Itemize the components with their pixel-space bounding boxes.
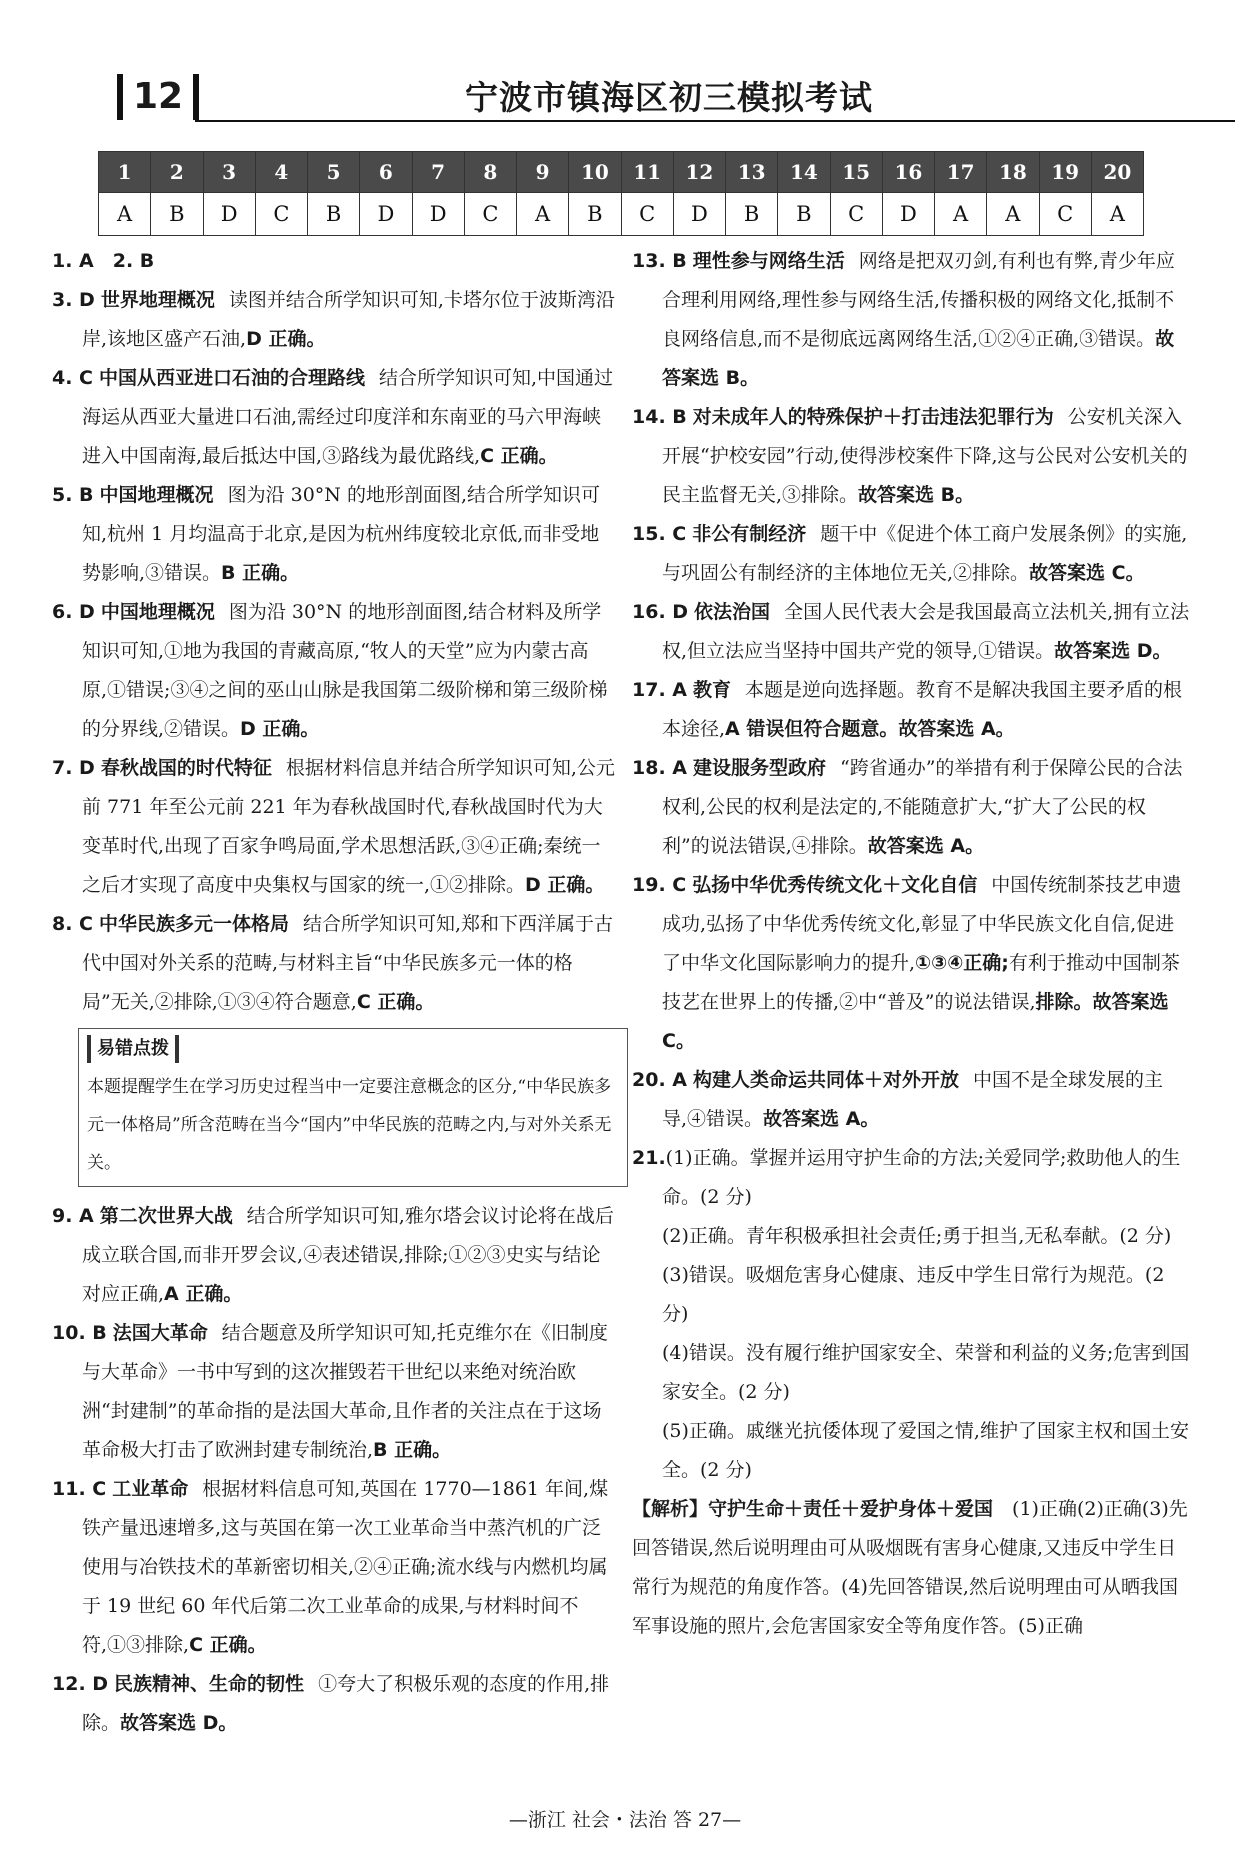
- question-number-cell: 16: [882, 152, 934, 193]
- tip-text: 本题提醒学生在学习历史过程当中一定要注意概念的区分,“中华民族多元一体格局”所含范畴在当今“国内”中华民族的范畴之内,与对外关系无关。: [87, 1077, 612, 1173]
- answer-7: 7. D 春秋战国的时代特征 根据材料信息并结合所学知识可知,公元前 771 年至公元前 221 年为春秋战国时代,春秋战国时代为大变革时代,出现了百家争鸣局面,学术思想活跃,③④正确;秦统一之后才实现了高度中央集权与国家的统一,①②排除。D 正确。: [52, 757, 615, 896]
- answer-18: 18. A 建设服务型政府 “跨省通办”的举措有利于保障公民的合法权利,公民的权利是法定的,不能随意扩大,“扩大了公民的权利”的说法错误,④排除。故答案选 A。: [632, 757, 1183, 857]
- answer-row: [99, 193, 1144, 236]
- question-number-cell: 6: [360, 152, 412, 193]
- question-number-cell: 12: [673, 152, 725, 193]
- question-number-cell: 11: [621, 152, 673, 193]
- question-number-cell: 3: [203, 152, 255, 193]
- answer-16: 16. D 依法治国 全国人民代表大会是我国最高立法机关,拥有立法权,但立法应当坚持中国共产党的领导,①错误。故答案选 D。: [632, 601, 1190, 662]
- answer-21-part-2: (2)正确。青年积极承担社会责任;勇于担当,无私奉献。(2 分): [662, 1225, 1172, 1247]
- answer-cell: C: [830, 193, 882, 236]
- answer-cell: B: [726, 193, 778, 236]
- question-number-cell: 13: [726, 152, 778, 193]
- answer-cell: B: [308, 193, 360, 236]
- answer-10: 10. B 法国大革命 结合题意及所学知识可知,托克维尔在《旧制度与大革命》一书中写到的这次摧毁若干世纪以来绝对统治欧洲“封建制”的革命指的是法国大革命,且作者的关注点在于这场革命极大打击了欧洲封建专制统治,B 正确。: [52, 1322, 608, 1461]
- question-number-cell: 18: [987, 152, 1039, 193]
- answer-9: 9. A 第二次世界大战 结合所学知识可知,雅尔塔会议讨论将在战后成立联合国,而非开罗会议,④表述错误,排除;①②③史实与结论对应正确,A 正确。: [52, 1205, 614, 1305]
- answer-21-part-4: (4)错误。没有履行维护国家安全、荣誉和利益的义务;危害到国家安全。(2 分): [662, 1342, 1190, 1403]
- answer-cell: B: [569, 193, 621, 236]
- question-number-cell: 14: [778, 152, 830, 193]
- question-number-cell: 19: [1039, 152, 1091, 193]
- answer-cell: A: [517, 193, 569, 236]
- answer-1-2: 1. A 2. B: [52, 250, 155, 272]
- answer-cell: B: [778, 193, 830, 236]
- left-column: [52, 242, 617, 1743]
- answer-cell: D: [203, 193, 255, 236]
- answer-13: 13. B 理性参与网络生活 网络是把双刃剑,有利也有弊,青少年应合理利用网络,理性参与网络生活,传播积极的网络文化,抵制不良网络信息,而不是彻底远离网络生活,①②④正确,③错误。故答案选 B。: [632, 250, 1175, 389]
- question-number-cell: 15: [830, 152, 882, 193]
- answer-21-analysis: 【解析】守护生命＋责任＋爱护身体＋爱国 (1)正确(2)正确(3)先回答错误,然后说明理由可从吸烟既有害身心健康,又违反中学生日常行为规范的角度作答。(4)先回答错误,然后说明理由可从晒我国军事设施的照片,会危害国家安全等角度作答。(5)正确: [632, 1498, 1188, 1637]
- answer-21-part-3: (3)错误。吸烟危害身心健康、违反中学生日常行为规范。(2 分): [662, 1264, 1165, 1325]
- question-number-cell: 7: [412, 152, 464, 193]
- answer-cell: B: [151, 193, 203, 236]
- question-number-cell: 4: [255, 152, 307, 193]
- answer-cell: D: [673, 193, 725, 236]
- answer-cell: C: [464, 193, 516, 236]
- answer-6: 6. D 中国地理概况 图为沿 30°N 的地形剖面图,结合材料及所学知识可知,①地为我国的青藏高原,“牧人的天堂”应为内蒙古高原,①错误;③④之间的巫山山脉是我国第二级阶梯和第三级阶梯的分界线,②错误。D 正确。: [52, 601, 608, 740]
- answer-15: 15. C 非公有制经济 题干中《促进个体工商户发展条例》的实施,与巩固公有制经济的主体地位无关,②排除。故答案选 C。: [632, 523, 1188, 584]
- answer-cell: C: [255, 193, 307, 236]
- answer-3: 3. D 世界地理概况 读图并结合所学知识可知,卡塔尔位于波斯湾沿岸,该地区盛产石油,D 正确。: [52, 289, 615, 350]
- answer-cell: C: [621, 193, 673, 236]
- question-number-cell: 2: [151, 152, 203, 193]
- answer-4: 4. C 中国从西亚进口石油的合理路线 结合所学知识可知,中国通过海运从西亚大量进口石油,需经过印度洋和东南亚的马六甲海峡进入中国南海,最后抵达中国,③路线为最优路线,C 正确。: [52, 367, 614, 467]
- answer-5: 5. B 中国地理概况 图为沿 30°N 的地形剖面图,结合所学知识可知,杭州 1 月均温高于北京,是因为杭州纬度较北京低,而非受地势影响,③错误。B 正确。: [52, 484, 600, 584]
- question-number-row: [99, 152, 1144, 193]
- answer-17: 17. A 教育 本题是逆向选择题。教育不是解决我国主要矛盾的根本途径,A 错误但符合题意。故答案选 A。: [632, 679, 1183, 740]
- page-header: [95, 62, 1145, 117]
- question-number-cell: 5: [308, 152, 360, 193]
- answer-cell: A: [935, 193, 987, 236]
- answer-cell: A: [987, 193, 1039, 236]
- answer-cell: C: [1039, 193, 1091, 236]
- header-underline: [195, 120, 1235, 122]
- question-number-cell: 1: [99, 152, 151, 193]
- answer-cell: A: [1091, 193, 1143, 236]
- answer-19: 19. C 弘扬中华优秀传统文化＋文化自信 中国传统制茶技艺申遗成功,弘扬了中华优秀传统文化,彰显了中华民族文化自信,促进了中华文化国际影响力的提升,①③④正确;有利于推动中国制茶技艺在世界上的传播,②中“普及”的说法错误,排除。故答案选 C。: [632, 874, 1182, 1052]
- answer-11: 11. C 工业革命 根据材料信息可知,英国在 1770—1861 年间,煤铁产量迅速增多,这与英国在第一次工业革命当中蒸汽机的广泛使用与冶铁技术的革新密切相关,②④正确;流水线与内燃机均属于 19 世纪 60 年代后第二次工业革命的成果,与材料时间不符,①③排除,C 正确。: [52, 1478, 609, 1656]
- question-number-cell: 17: [935, 152, 987, 193]
- question-number-cell: 9: [517, 152, 569, 193]
- answer-20: 20. A 构建人类命运共同体＋对外开放 中国不是全球发展的主导,④错误。故答案选 A。: [632, 1069, 1164, 1130]
- question-number-cell: 10: [569, 152, 621, 193]
- answer-14: 14. B 对未成年人的特殊保护＋打击违法犯罪行为 公安机关深入开展“护校安园”行动,使得涉校案件下降,这与公民对公安机关的民主监督无关,③排除。故答案选 B。: [632, 406, 1188, 506]
- tip-title: 易错点拨: [87, 1035, 179, 1063]
- answer-table: [98, 151, 1144, 236]
- right-column: [632, 242, 1192, 1646]
- answer-cell: D: [882, 193, 934, 236]
- answer-8: 8. C 中华民族多元一体格局 结合所学知识可知,郑和下西洋属于古代中国对外关系的范畴,与材料主旨“中华民族多元一体的格局”无关,②排除,①③④符合题意,C 正确。: [52, 913, 614, 1013]
- answer-12: 12. D 民族精神、生命的韧性 ①夸大了积极乐观的态度的作用,排除。故答案选 D。: [52, 1673, 610, 1734]
- answer-cell: D: [360, 193, 412, 236]
- answer-21-part-5: (5)正确。戚继光抗倭体现了爱国之情,维护了国家主权和国土安全。(2 分): [662, 1420, 1189, 1481]
- answer-cell: D: [412, 193, 464, 236]
- answer-cell: A: [99, 193, 151, 236]
- question-number-cell: 8: [464, 152, 516, 193]
- answer-21-part-1: 21.(1)正确。掌握并运用守护生命的方法;关爱同学;救助他人的生命。(2 分): [632, 1147, 1181, 1208]
- page-footer: —浙江 社会・法治 答 27—: [508, 1809, 742, 1831]
- section-number: 12: [117, 74, 199, 120]
- question-number-cell: 20: [1091, 152, 1143, 193]
- page-title: 宁波市镇海区初三模拟考试: [465, 78, 873, 117]
- tip-box: [78, 1028, 628, 1187]
